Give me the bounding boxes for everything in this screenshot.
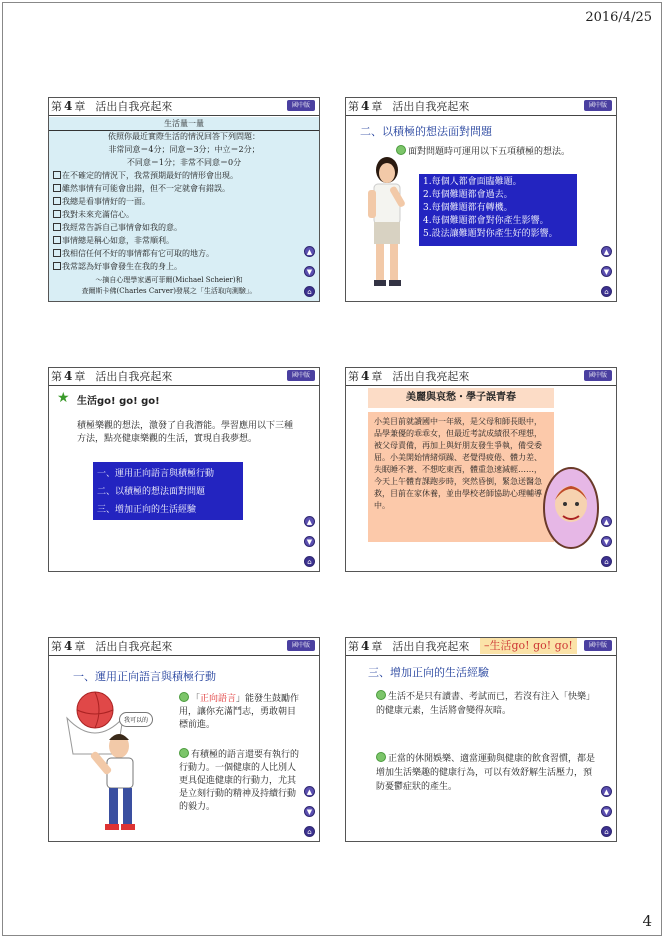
nav-up-icon[interactable]: ▲	[304, 786, 315, 797]
chapter-title: 活出自我亮起來	[95, 370, 173, 383]
chapter-title: 活出自我亮起來	[392, 640, 470, 653]
survey-scale-1: 非常同意＝4分；同意＝3分；中立＝2分；	[108, 145, 260, 154]
nav-home-icon[interactable]: ⌂	[601, 826, 612, 837]
nav-up-icon[interactable]: ▲	[304, 246, 315, 257]
methods-list	[93, 462, 243, 520]
slide-header: 第 4 章 活出自我亮起來	[348, 99, 470, 113]
star-icon: ★	[57, 390, 70, 406]
survey-item[interactable]: 我總是看事情好的一面。	[53, 196, 150, 207]
checkbox[interactable]	[53, 184, 61, 192]
survey-item[interactable]: 事情總是稱心如意，非常順利。	[53, 235, 174, 246]
list-item: 三、增加正向的生活經驗	[97, 505, 197, 515]
list-item: 二、以積極的想法面對問題	[97, 487, 206, 497]
survey-scale-2: 不同意＝1分；非常不同意＝0分	[126, 158, 242, 167]
bullet-icon	[179, 748, 189, 758]
stressed-girl-illustration	[542, 464, 600, 552]
publisher-logo: 國中版	[584, 100, 612, 111]
slide-title: 生活go! go! go!	[77, 396, 160, 407]
nav-home-icon[interactable]: ⌂	[304, 826, 315, 837]
slide-2[interactable]	[345, 97, 617, 302]
story-title: 美麗與哀愁・學子誤青春	[368, 388, 554, 408]
chapter-title: 活出自我亮起來	[392, 100, 470, 113]
nav-down-icon[interactable]: ▼	[304, 806, 315, 817]
list-item: 5.設法讓難題對你產生好的影響。	[423, 229, 558, 239]
slide-header: 第 4 章 活出自我亮起來	[51, 369, 173, 383]
bullet-icon	[376, 752, 386, 762]
publisher-logo: 國中版	[584, 640, 612, 651]
survey-item[interactable]: 我經常告訴自己事情會如我的意。	[53, 222, 182, 233]
story-body: 小美目前就讀國中一年級，是父母和師長眼中，品學兼優的乖乖女，但最近考試成績很不理想，被父母責備，再加上與好朋友發生爭執，備受委屈。小美開始情緒煩躁、老覺得疲倦、體力差、失眠睡不著、不想吃東西，體重急速減輕……，今天上午體育課跑步時，突然昏倒，緊急送醫急救，目前在家休養，並由學校老師協助心理輔導中。	[368, 412, 554, 542]
section-title: 三、增加正向的生活經驗	[368, 666, 489, 679]
topic-tag: –生活go! go! go!	[480, 638, 577, 654]
nav-home-icon[interactable]: ⌂	[304, 286, 315, 297]
checkbox[interactable]	[53, 210, 61, 218]
survey-item[interactable]: 我相信任何不好的事情都有它可取的地方。	[53, 248, 214, 259]
checkbox[interactable]	[53, 236, 61, 244]
survey-item[interactable]: 我常認為好事會發生在我的身上。	[53, 261, 182, 272]
student-girl-illustration	[364, 156, 410, 291]
positive-thoughts-list	[419, 174, 577, 246]
publisher-logo: 國中版	[584, 370, 612, 381]
slide-header: 第 4 章 活出自我亮起來	[348, 639, 470, 653]
chapter-title: 活出自我亮起來	[392, 370, 470, 383]
speech-bubble: 我可以的	[119, 712, 153, 727]
slide-1[interactable]	[48, 97, 320, 302]
slide-header: 第 4 章 活出自我亮起來	[51, 639, 173, 653]
bullet-icon	[376, 690, 386, 700]
bullet-icon	[396, 145, 406, 155]
slide-header: 第 4 章 活出自我亮起來	[348, 369, 470, 383]
list-item: 3.每個難題都有轉機。	[423, 203, 513, 213]
checkbox[interactable]	[53, 223, 61, 231]
nav-up-icon[interactable]: ▲	[601, 516, 612, 527]
nav-down-icon[interactable]: ▼	[304, 266, 315, 277]
header-divider	[49, 655, 319, 656]
nav-down-icon[interactable]: ▼	[304, 536, 315, 547]
survey-item[interactable]: 雖然事情有可能會出錯，但不一定就會有錯誤。	[53, 183, 230, 194]
highlight-term: 正向語言	[200, 694, 237, 704]
nav-home-icon[interactable]: ⌂	[304, 556, 315, 567]
nav-down-icon[interactable]: ▼	[601, 536, 612, 547]
slide-header: 第 4 章 活出自我亮起來	[51, 99, 173, 113]
publisher-logo: 國中版	[287, 100, 315, 111]
list-item: 1.每個人都會面臨難題。	[423, 177, 522, 187]
nav-home-icon[interactable]: ⌂	[601, 286, 612, 297]
survey-item[interactable]: 在不確定的情況下，我常預期最好的情形會出現。	[53, 170, 238, 181]
chapter-title: 活出自我亮起來	[95, 640, 173, 653]
survey-source-1: ～摘自心理學家邁可菲爾(Michael Scheier)和	[95, 276, 243, 284]
checkbox[interactable]	[53, 249, 61, 257]
header-divider	[346, 385, 616, 386]
header-divider	[346, 115, 616, 116]
nav-down-icon[interactable]: ▼	[601, 806, 612, 817]
slide-6[interactable]	[345, 637, 617, 842]
nav-up-icon[interactable]: ▲	[601, 246, 612, 257]
header-divider	[49, 115, 319, 116]
intro-paragraph: 積極樂觀的想法，激發了自我潛能。學習應用以下三種方法，點亮健康樂觀的生活，實現自我夢想。	[77, 421, 294, 444]
checkbox[interactable]	[53, 171, 61, 179]
paragraph-happiness: 生活不是只有讀書、考試而已，若沒有注入「快樂」的健康元素，生活將會變得灰暗。	[376, 692, 596, 716]
checkbox[interactable]	[53, 197, 61, 205]
survey-source-2: 查爾斯卡佛(Charles Carver)發展之「生活取向測驗」。	[81, 287, 257, 295]
list-item: 4.每個難題都會對你產生影響。	[423, 216, 549, 226]
section-title: 一、運用正向語言與積極行動	[73, 670, 216, 683]
slide-5[interactable]	[48, 637, 320, 842]
header-divider	[49, 385, 319, 386]
header-divider	[346, 655, 616, 656]
chapter-title: 活出自我亮起來	[95, 100, 173, 113]
survey-intro: 依照你最近實際生活的情況回答下列問題：	[108, 132, 260, 141]
list-item: 一、運用正向語言與積極行動	[97, 469, 215, 479]
paragraph-healthy-habits: 正當的休閒娛樂、適當運動與健康的飲食習慣，都是增加生活樂趣的健康行為，可以有效舒解生活壓力，預防憂鬱症狀的產生。	[376, 754, 596, 792]
nav-up-icon[interactable]: ▲	[601, 786, 612, 797]
slide-3[interactable]	[48, 367, 320, 572]
paragraph-action: 有積極的語言還要有執行的行動力。一個健康的人比別人更具促進健康的行動力，尤其是立刻行動的精神及持續行動的毅力。	[179, 750, 300, 812]
checkbox[interactable]	[53, 262, 61, 270]
nav-home-icon[interactable]: ⌂	[601, 556, 612, 567]
page-number: 4	[642, 912, 652, 930]
publisher-logo: 國中版	[287, 640, 315, 651]
list-item: 2.每個難題都會過去。	[423, 190, 513, 200]
slide-4[interactable]	[345, 367, 617, 572]
page-date: 2016/4/25	[585, 10, 652, 25]
survey-title: 生活量一量	[49, 118, 319, 131]
basketball-boy-illustration	[57, 688, 175, 838]
nav-up-icon[interactable]: ▲	[304, 516, 315, 527]
nav-down-icon[interactable]: ▼	[601, 266, 612, 277]
lead-text: 面對問題時可運用以下五項積極的想法。	[396, 144, 570, 157]
publisher-logo: 國中版	[287, 370, 315, 381]
survey-item[interactable]: 我對未來充滿信心。	[53, 209, 134, 220]
section-title: 二、以積極的想法面對問題	[360, 125, 492, 138]
bullet-icon	[179, 692, 189, 702]
paragraph-positive-language: 「正向語言」能發生鼓勵作用，讓你充滿鬥志，勇敢朝目標前進。	[179, 694, 300, 730]
